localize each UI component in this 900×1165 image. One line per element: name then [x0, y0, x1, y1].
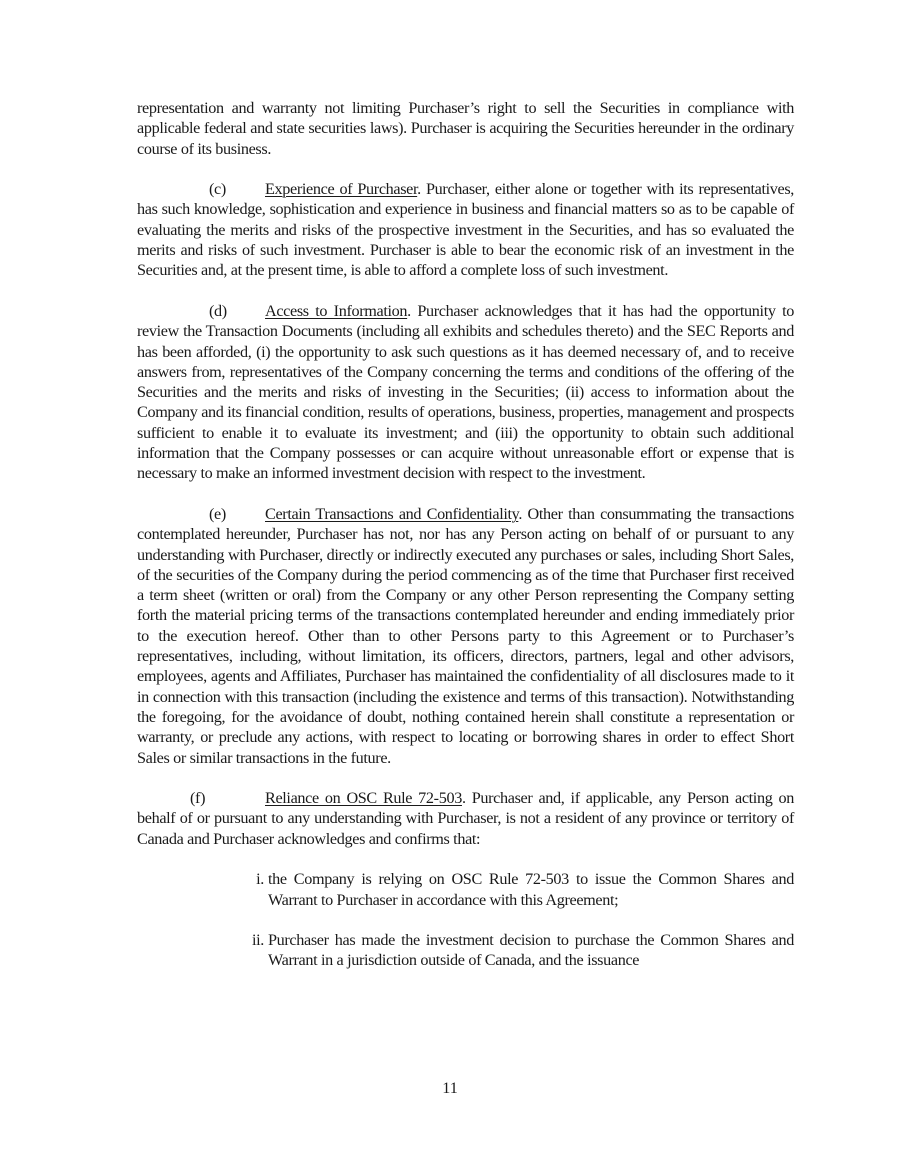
section-body: . Purchaser, either alone or together with its representatives, has such knowledge, sophistication and experience in business and financial matters so as to be capable of evaluating the merits and risks of the prospective investment in the Securities, and has so evaluated the merits and risks of such investment. Purchaser is able to bear the economic risk of an investment in the Securities and, at the present time, is able to afford a complete loss of such investment. [137, 180, 795, 280]
section-number: (d) [209, 301, 227, 320]
opening-paragraph: representation and warranty not limiting Purchaser’s right to sell the Securities in compliance with applicable federal and state securities laws). Purchaser is acquiring the Securities hereunder in the ordinary course of its business. [137, 99, 794, 158]
list-item-text: the Company is relying on OSC Rule 72-503 to issue the Common Shares and Warrant to Purchaser in accordance with this Agreement; [268, 870, 794, 909]
list-item [252, 930, 794, 971]
section-f-list [137, 869, 794, 970]
list-marker: i. [256, 870, 264, 889]
list-item-text: Purchaser has made the investment decision to purchase the Common Shares and Warrant in a jurisdiction outside of Canada, and the issuance [268, 931, 794, 970]
section-d [137, 301, 794, 484]
document-page [137, 98, 794, 971]
list-item [256, 869, 794, 910]
section-c [137, 179, 794, 280]
section-title: Certain Transactions and Confidentiality [265, 504, 519, 523]
section-body: . Other than consummating the transactions contemplated hereunder, Purchaser has not, nor has any Person acting on behalf of or pursuant to any understanding with Purchaser, directly or indirectly executed any purchases or sales, including Short Sales, of the securities of the Company during the period commencing as of the time that Purchaser first received a term sheet (written or oral) from the Company or any other Person representing the Company setting forth the material pricing terms of the transactions contemplated hereunder and ending immediately prior to the execution hereof. Other than to other Persons party to this Agreement or to Purchaser’s representatives, including, without limitation, its officers, directors, partners, legal and other advisors, employees, agents and Affiliates, Purchaser has maintained the confidentiality of all disclosures made to it in connection with this transaction (including the existence and terms of this transaction). Notwithstanding the foregoing, for the avoidance of doubt, nothing contained herein shall constitute a representation or warranty, or preclude any actions, with respect to locating or borrowing shares in order to effect Short Sales or similar transactions in the future. [137, 504, 795, 767]
section-title: Access to Information [265, 301, 408, 320]
section-title: Experience of Purchaser [265, 180, 418, 199]
section-body: . Purchaser acknowledges that it has had the opportunity to review the Transaction Documents (including all exhibits and schedules thereto) and the SEC Reports and has been afforded, (i) the opportunity to ask such questions as it has deemed necessary of, and to receive answers from, representatives of the Company concerning the terms and conditions of the offering of the Securities and the merits and risks of investing in the Securities; (ii) access to information about the Company and its financial condition, results of operations, business, properties, management and prospects sufficient to enable it to evaluate its investment; and (iii) the opportunity to obtain such additional information that the Company possesses or can acquire without unreasonable effort or expense that is necessary to make an informed investment decision with respect to the investment. [137, 301, 795, 483]
section-number: (f) [190, 789, 206, 808]
section-body: . Purchaser and, if applicable, any Person acting on behalf of or pursuant to any understanding with Purchaser, is not a resident of any province or territory of Canada and Purchaser acknowledges and confirms that: [137, 789, 794, 848]
section-e [137, 504, 794, 768]
section-title: Reliance on OSC Rule 72-503 [265, 789, 462, 808]
list-marker: ii. [252, 931, 264, 950]
section-f [137, 788, 794, 849]
section-number: (c) [209, 180, 226, 199]
page-number: 11 [442, 1079, 458, 1097]
section-number: (e) [209, 504, 226, 523]
